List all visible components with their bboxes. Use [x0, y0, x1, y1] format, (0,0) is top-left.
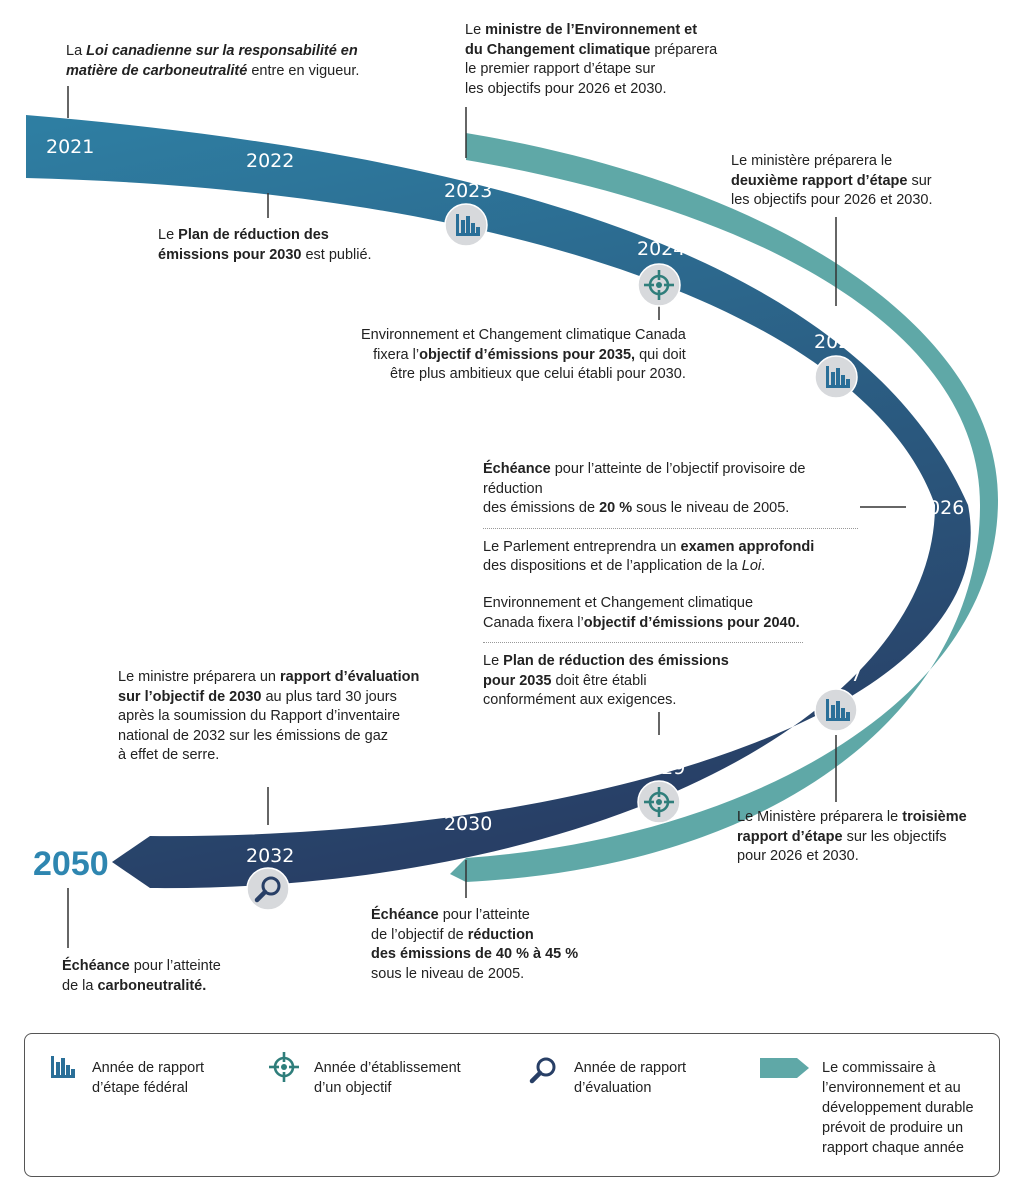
note-2023: Le ministre de l’Environnement et du Changement climatique préparera le premier rapport d’étape sur les objectifs pour 2026 et 2030. [465, 22, 718, 97]
note-2050: Échéance pour l’atteinte de la carboneutralité. [62, 958, 221, 994]
note-2022: Le Plan de réduction des émissions pour 2030 est publié. [158, 227, 372, 263]
bar-chart-icon [815, 356, 857, 398]
note-2021: La Loi canadienne sur la responsabilité en matière de carboneutralité entre en vigueur. [66, 43, 360, 79]
legend-target-label: Année d’établissement d’un objectif [314, 1060, 461, 1096]
bar-chart-icon [815, 689, 857, 731]
legend-progress-label: Année de rapport d’étape fédéral [92, 1060, 205, 1096]
year-2030: 2030 [444, 813, 493, 835]
divider [483, 528, 858, 529]
year-2027: 2027 [814, 664, 863, 686]
note-2029: Le Ministère préparera le troisième rapport d’étape sur les objectifs pour 2026 et 2030. [737, 809, 967, 864]
legend-evaluation-label: Année de rapport d’évaluation [574, 1060, 687, 1096]
divider [483, 642, 803, 643]
year-2029: 2029 [637, 757, 686, 779]
year-2021: 2021 [46, 136, 95, 158]
bar-chart-icon [445, 204, 487, 246]
legend-commissioner-label: Le commissaire à l’environnement et au développement durable prévoit de produire un rapport chaque année [822, 1060, 974, 1156]
year-2026: 2026 [916, 497, 965, 519]
year-2024: 2024 [637, 238, 686, 260]
note-2024: Environnement et Changement climatique Canada fixera l’objectif d’émissions pour 2035, qui doit être plus ambitieux que celui établi pour 2030. [361, 327, 686, 382]
crosshair-icon [638, 781, 680, 823]
magnifier-icon [247, 868, 289, 910]
note-2027: Environnement et Changement climatique Canada fixera l’objectif d’émissions pour 2040. Le Plan de réduction des émissions pour 2035 doit être établi conformément aux exigences. [483, 594, 803, 711]
note-2026: Échéance pour l’atteinte de l’objectif provisoire de réduction des émissions de 20 % sous le niveau de 2005. Le Parlement entreprendra un examen approfondi des dispositions et de l’application de la Loi. [483, 460, 858, 577]
year-2022: 2022 [246, 150, 295, 172]
crosshair-icon [638, 264, 680, 306]
note-2030: Échéance pour l’atteinte de l’objectif de réduction des émissions de 40 % à 45 % sous le niveau de 2005. [371, 907, 579, 982]
year-2050: 2050 [33, 845, 109, 883]
year-2023: 2023 [444, 180, 493, 202]
year-2025: 2025 [814, 331, 863, 353]
year-2032: 2032 [246, 845, 295, 867]
note-2032: Le ministre préparera un rapport d’évaluation sur l’objectif de 2030 au plus tard 30 jours après la soumission du Rapport d’inventaire national de 2032 sur les émissions de gaz à effet de serre. [118, 669, 420, 763]
note-2025: Le ministère préparera le deuxième rapport d’étape sur les objectifs pour 2026 et 2030. [731, 153, 933, 208]
